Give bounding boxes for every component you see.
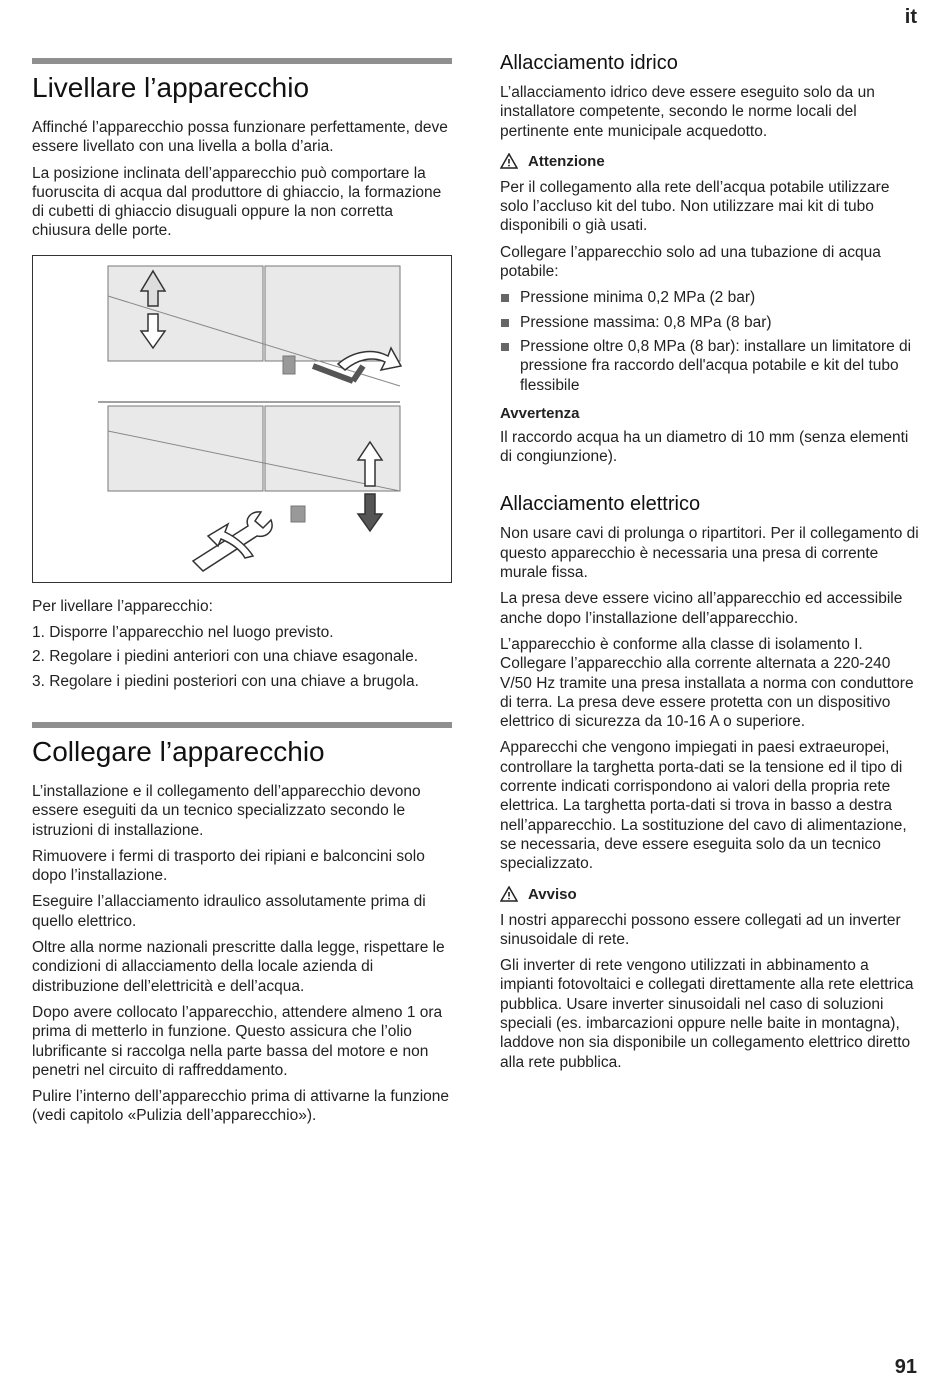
appliance-bottom-view bbox=[108, 406, 400, 522]
right-column bbox=[500, 52, 920, 1079]
bullet-icon bbox=[501, 319, 509, 327]
list-item: Pressione oltre 0,8 MPa (8 bar): installare un limitatore di pressione fra raccordo dell'acqua potabile e kit del tubo flessibile bbox=[500, 337, 920, 395]
list-item: Pressione massima: 0,8 MPa (8 bar) bbox=[500, 313, 920, 332]
paragraph: Non usare cavi di prolunga o ripartitori. Per il collegamento di questo apparecchio è necessaria una presa di corrente murale fissa. bbox=[500, 525, 919, 582]
paragraph: I nostri apparecchi possono essere collegati ad un inverter sinusoidale di rete. bbox=[500, 911, 901, 948]
section-rule bbox=[32, 722, 452, 728]
warning-label: Attenzione bbox=[528, 152, 605, 170]
paragraph: Oltre alla norme nazionali prescritte dalla legge, rispettare le condizioni di allacciamento della locale azienda di distribuzione dell’elettricità e dell’acqua. bbox=[32, 939, 445, 995]
paragraph: L’allacciamento idrico deve essere eseguito solo da un installatore competente, secondo le norme locali del pertinente ente municipale acquedotto. bbox=[500, 84, 875, 140]
note-heading: Avvertenza bbox=[500, 404, 580, 422]
warning-label: Avviso bbox=[528, 885, 577, 903]
paragraph: La posizione inclinata dell’apparecchio può comportare la fuoruscita di acqua dal produttore di ghiaccio, la formazione di cubetti di ghiaccio disuguali oppure la non corretta chiusura delle porte. bbox=[32, 164, 442, 240]
warning-triangle-icon bbox=[500, 153, 518, 169]
paragraph: Apparecchi che vengono impiegati in paesi extraeuropei, controllare la targhetta porta-dati se la tensione ed il tipo di corrente indicati corrispondono ai valori della propria rete elettrica. La targhetta porta-dati si trova in basso a destra nell’apparecchio. La sostituzione del cavo di alimentazione, se necessaria, deve essere eseguita solo da un tecnico specializzato. bbox=[500, 739, 907, 873]
paragraph: Il raccordo acqua ha un diametro di 10 mm (senza elementi di congiunzione). bbox=[500, 428, 909, 466]
paragraph: L’apparecchio è conforme alla classe di isolamento I. Collegare l’apparecchio alla corrente alternata a 220-240 V/50 Hz tramite una presa installata a norma con conduttore di terra. La presa deve essere protetta con un dispositivo elettrico di sicurezza da 10-16 A o superiore. bbox=[500, 635, 914, 731]
list-item: 2. Regolare i piedini anteriori con una chiave esagonale. bbox=[32, 648, 419, 666]
language-tag: it bbox=[904, 6, 917, 28]
list-item: 3. Regolare i piedini posteriori con una chiave a brugola. bbox=[32, 672, 419, 690]
paragraph: La presa deve essere vicino all’apparecchio ed accessibile anche dopo l’installazione dell’apparecchio. bbox=[500, 590, 903, 627]
section-title-electric: Allacciamento elettrico bbox=[500, 493, 701, 516]
steps-list bbox=[32, 623, 452, 691]
paragraph: Per il collegamento alla rete dell’acqua potabile utilizzare solo l’accluso kit del tubo. Non utilizzare mai kit di tubo disponibili o già usati. bbox=[500, 178, 890, 235]
paragraph: Dopo avere collocato l’apparecchio, attendere almeno 1 ora prima di metterlo in funzione. Questo assicura che l’olio lubrificante si raccolga nella parte bassa del motore e non penetri nel circuito di raffreddamento. bbox=[32, 1003, 443, 1079]
pressure-list bbox=[500, 288, 920, 394]
paragraph: Affinché l’apparecchio possa funzionare perfettamente, deve essere livellato con una livella a bolla d’aria. bbox=[32, 119, 448, 156]
paragraph: Pulire l’interno dell’apparecchio prima di attivarne la funzione (vedi capitolo «Pulizia dell’apparecchio»). bbox=[32, 1088, 450, 1125]
arrow-down-icon bbox=[358, 494, 382, 531]
list-item: 1. Disporre l’apparecchio nel luogo previsto. bbox=[32, 624, 334, 642]
warning-heading bbox=[500, 153, 920, 170]
leveling-illustration bbox=[32, 255, 452, 583]
page-number: 91 bbox=[894, 1356, 917, 1378]
paragraph: L’installazione e il collegamento dell’apparecchio devono essere eseguiti da un tecnico specializzato secondo le istruzioni di installazione. bbox=[32, 782, 421, 839]
warning-triangle-icon bbox=[500, 886, 518, 902]
paragraph: Gli inverter di rete vengono utilizzati in abbinamento a impianti fotovoltaici e collegati direttamente alla rete elettrica pubblica. Usare inverter sinusoidali nel caso di soluzioni speciali (es. imbarcazioni oppure nelle baite in montagna), laddove non sia disponibile un collegamento elettrico diretto alla rete pubblica. bbox=[500, 957, 914, 1071]
warning-heading bbox=[500, 886, 920, 903]
left-column bbox=[32, 58, 452, 1133]
paragraph: Rimuovere i fermi di trasporto dei ripiani e balconcini solo dopo l’installazione. bbox=[32, 847, 425, 885]
paragraph: Eseguire l’allacciamento idraulico assolutamente prima di quello elettrico. bbox=[32, 893, 426, 930]
bullet-icon bbox=[501, 294, 509, 302]
section-title-connecting: Collegare l’apparecchio bbox=[32, 735, 325, 767]
bullet-icon bbox=[501, 343, 509, 351]
section-title-water: Allacciamento idrico bbox=[500, 52, 678, 74]
section-rule bbox=[32, 58, 452, 64]
section-title-leveling: Livellare l’apparecchio bbox=[32, 72, 310, 103]
paragraph: Per livellare l’apparecchio: bbox=[32, 597, 213, 615]
list-item: Pressione minima 0,2 MPa (2 bar) bbox=[500, 288, 920, 307]
paragraph: Collegare l’apparecchio solo ad una tubazione di acqua potabile: bbox=[500, 243, 881, 281]
